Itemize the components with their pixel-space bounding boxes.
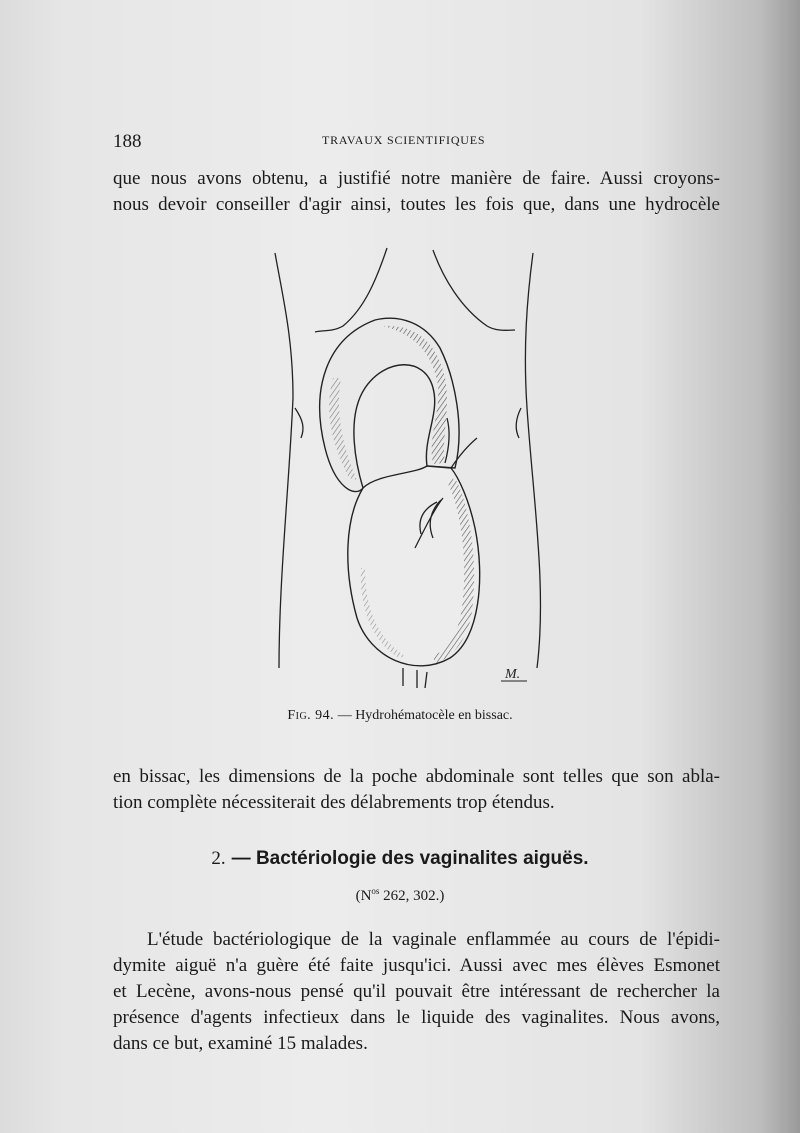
text-line: dymite aiguë n'a guère été faite jusqu'ici. Aussi avec mes élèves Esmonet	[113, 955, 720, 976]
figure-label: Fig. 94.	[287, 708, 335, 723]
text-line: et Lecène, avons-nous pensé qu'il pouvait être intéressant de rechercher la	[113, 981, 720, 1002]
refs-prefix: (N	[355, 888, 372, 904]
figure-caption	[0, 708, 800, 724]
section-title: — Bactériologie des vaginalites aiguës.	[231, 848, 589, 869]
right-groin-fold	[433, 250, 515, 330]
page-number: 188	[113, 131, 142, 152]
section-number: 2.	[211, 848, 226, 869]
text-line: L'étude bactériologique de la vaginale enflammée au cours de l'épidi-	[147, 929, 720, 950]
anatomical-illustration	[265, 238, 555, 693]
text-line: tion complète nécessiterait des délabrements trop étendus.	[113, 792, 555, 813]
publication-references	[0, 886, 800, 905]
artist-signature: M.	[505, 667, 521, 682]
paragraph-intro	[113, 166, 720, 218]
right-body-contour	[525, 253, 540, 668]
text-line: présence d'agents infectieux dans le liquide des vaginalites. Nous avons,	[113, 1007, 720, 1028]
running-head: TRAVAUX SCIENTIFIQUES	[322, 133, 486, 147]
text-line: que nous avons obtenu, a justifié notre manière de faire. Aussi croyons-	[113, 168, 720, 189]
text-line: dans ce but, examiné 15 malades.	[113, 1033, 368, 1054]
refs-numbers: 262, 302.)	[379, 888, 445, 904]
refs-superscript: os	[371, 886, 380, 896]
section-heading	[0, 848, 800, 870]
paragraph-bacteriology	[113, 927, 720, 1057]
figure-caption-text: — Hydrohématocèle en bissac.	[337, 708, 513, 723]
left-body-contour	[275, 253, 293, 668]
text-line: en bissac, les dimensions de la poche abdominale sont telles que son abla-	[113, 766, 720, 787]
paragraph-continued	[113, 764, 720, 816]
text-line: nous devoir conseiller d'agir ainsi, toutes les fois que, dans une hydrocèle	[113, 194, 720, 215]
